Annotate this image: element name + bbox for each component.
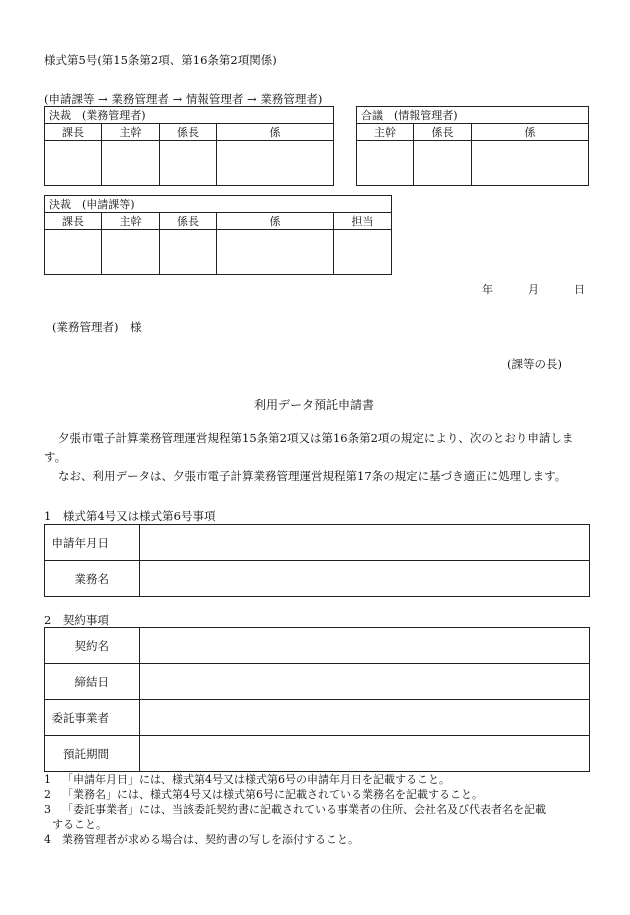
stamp-cell[interactable] <box>160 141 217 186</box>
stamp-header: 担当 <box>334 213 392 230</box>
note-item <box>44 788 483 802</box>
stamp-header: 係長 <box>160 213 217 230</box>
note-number: 1 <box>44 773 51 786</box>
note-text: 「業務名」には、様式第4号又は様式第6号に記載されている業務名を記載すること。 <box>62 788 483 801</box>
contract-name-field[interactable] <box>140 628 590 664</box>
stamp-cell[interactable] <box>217 230 334 275</box>
approval-applicant-table <box>44 195 392 275</box>
stamp-cell[interactable] <box>357 141 414 186</box>
note-text: 「委託事業者」には、当該委託契約書に記載されている事業者の住所、会社名及び代表者名を記載 <box>62 803 546 816</box>
field-label: 契約名 <box>45 628 140 664</box>
stamp-header: 主幹 <box>102 124 160 141</box>
routing-line: (申請課等 → 業務管理者 → 情報管理者 → 業務管理者) <box>44 92 323 106</box>
stamp-cell[interactable] <box>334 230 392 275</box>
section1-table <box>44 524 590 597</box>
approval-manager-table <box>44 106 334 186</box>
note-text: 「申請年月日」には、様式第4号又は様式第6号の申請年月日を記載すること。 <box>62 773 450 786</box>
date-line <box>482 281 585 297</box>
stamp-cell[interactable] <box>160 230 217 275</box>
body-paragraph-2: なお、利用データは、夕張市電子計算業務管理運営規程第17条の規定に基づき適正に処理します。 <box>58 469 567 483</box>
note-number: 4 <box>44 833 51 846</box>
note-item <box>44 818 107 832</box>
table-row <box>45 664 590 700</box>
stamp-header: 課長 <box>45 213 102 230</box>
field-label: 委託事業者 <box>45 700 140 736</box>
field-label: 締結日 <box>45 664 140 700</box>
note-text: 業務管理者が求める場合は、契約書の写しを添付すること。 <box>62 833 359 846</box>
application-date-field[interactable] <box>140 525 590 561</box>
note-number: 3 <box>44 803 51 816</box>
field-label: 申請年月日 <box>45 525 140 561</box>
consultation-table <box>356 106 589 186</box>
document-title: 利用データ預託申請書 <box>254 398 375 412</box>
day-label: 日 <box>574 283 585 296</box>
note-item <box>44 833 359 847</box>
stamp-header: 係 <box>217 124 334 141</box>
body-paragraph-1: 夕張市電子計算業務管理運営規程第15条第2項又は第16条第2項の規定により、次のとおり申請します。 <box>44 431 574 464</box>
note-item <box>44 803 546 817</box>
conclusion-date-field[interactable] <box>140 664 590 700</box>
addressee: (業務管理者) 様 <box>52 320 142 334</box>
business-name-field[interactable] <box>140 561 590 597</box>
section2-table <box>44 627 590 772</box>
stamp-cell[interactable] <box>102 230 160 275</box>
stamp-header: 係 <box>472 124 589 141</box>
stamp-cell[interactable] <box>45 141 102 186</box>
stamp-header: 主幹 <box>102 213 160 230</box>
note-number: 2 <box>44 788 51 801</box>
section1-heading: 1 様式第4号又は様式第6号事項 <box>44 509 216 523</box>
stamp-cell[interactable] <box>102 141 160 186</box>
year-label: 年 <box>482 283 493 296</box>
contractor-field[interactable] <box>140 700 590 736</box>
form-number: 様式第5号(第15条第2項、第16条第2項関係) <box>44 53 277 67</box>
table-row <box>45 525 590 561</box>
deposit-period-field[interactable] <box>140 736 590 772</box>
stamp-header: 主幹 <box>357 124 414 141</box>
sender-title: (課等の長) <box>507 357 562 371</box>
consultation-caption: 合議 (情報管理者) <box>357 107 589 124</box>
stamp-cell[interactable] <box>217 141 334 186</box>
stamp-cell[interactable] <box>45 230 102 275</box>
stamp-cell[interactable] <box>414 141 472 186</box>
note-item <box>44 773 450 787</box>
field-label: 業務名 <box>45 561 140 597</box>
table-row <box>45 700 590 736</box>
stamp-header: 係 <box>217 213 334 230</box>
approval-applicant-caption: 決裁 (申請課等) <box>45 196 392 213</box>
stamp-header: 課長 <box>45 124 102 141</box>
stamp-header: 係長 <box>160 124 217 141</box>
approval-manager-caption: 決裁 (業務管理者) <box>45 107 334 124</box>
month-label: 月 <box>528 283 539 296</box>
stamp-header: 係長 <box>414 124 472 141</box>
table-row <box>45 628 590 664</box>
table-row <box>45 736 590 772</box>
note-text: すること。 <box>52 818 107 831</box>
field-label: 預託期間 <box>45 736 140 772</box>
table-row <box>45 561 590 597</box>
section2-heading: 2 契約事項 <box>44 613 109 627</box>
stamp-cell[interactable] <box>472 141 589 186</box>
